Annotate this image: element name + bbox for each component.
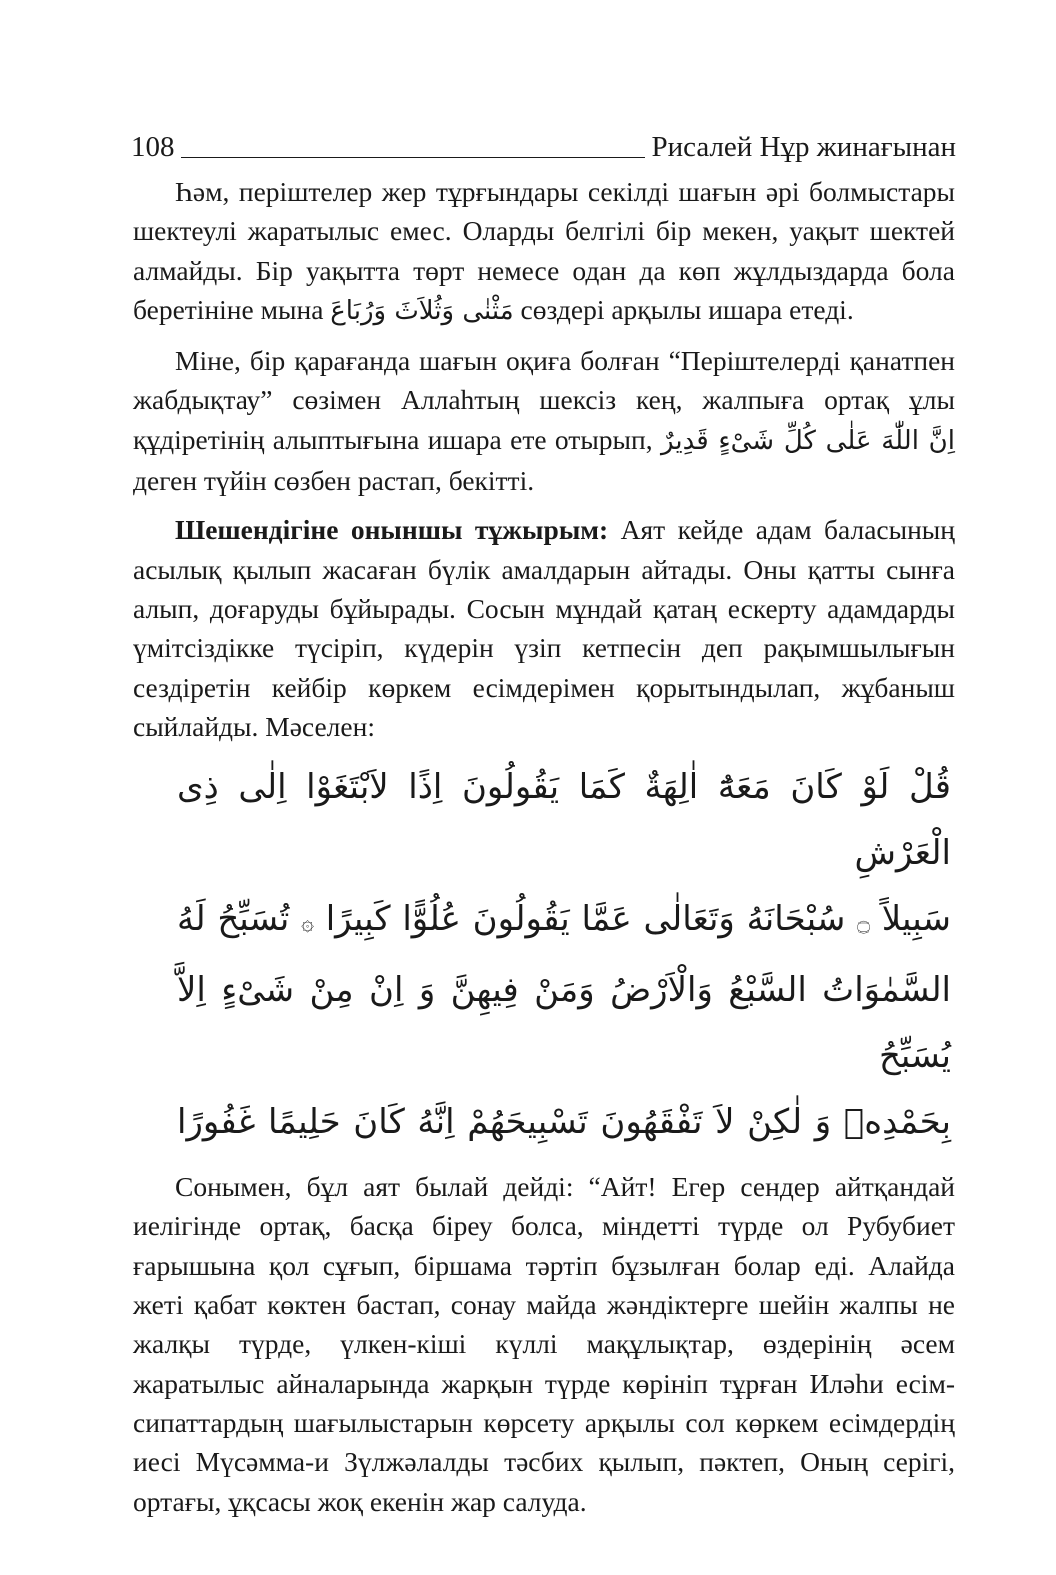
paragraph-1-text: Һәм, періштелер жер тұрғындары секілді шағын әрі болмыстары шектеулі жаратылыс емес. Оларды белгілі бір мекен, уақыт шектей алмайды. Бір уақытта төрт немесе одан да көп жұлдыздарда бола беретініне мына xyxy=(133,176,955,325)
verse-line-3: السَّمٰوَاتُ السَّبْعُ وَالْاَرْضُ وَمَنْ فِيهِنَّ وَ اِنْ مِنْ شَىْءٍ اِلاَّ يُسَبِّحُ xyxy=(177,970,951,1077)
quran-verse-block xyxy=(133,754,955,1155)
paragraph-3 xyxy=(133,510,955,746)
header-rule xyxy=(181,157,646,158)
page-body xyxy=(133,172,955,1521)
verse-line-2 xyxy=(177,886,951,957)
book-title: Рисалей Нұр жинағынан xyxy=(651,131,956,163)
paragraph-2 xyxy=(133,341,955,500)
paragraph-4-text: Сонымен, бұл аят былай дейді: “Айт! Егер сендер айтқандай иелігінде ортақ, басқа біреу болса, міндетті түрде ол Рубубиет ғарышына қол сұғып, біршама тәртіп бұзылған болар еді. Алайда жеті қабат көктен бастап, сонау майда жәндіктерге шейін жалпы не жалқы түрде, үлкен-кіші күллі мақұлықтар, өздерінің әсем жаратылыс айналарында жарқын түрде көрініп тұрған Иләһи есім-сипаттардың шағылыстарын көрсету арқылы сол көркем есімдердің иесі Мүсәмма-и Зүлжәлалды тәсбих қылып, пәктеп, Оның серігі, ортағы, ұқсасы жоқ екенін жар салуда. xyxy=(133,1171,955,1517)
verse-line-1: قُلْ لَوْ كَانَ مَعَهُٓ اٰلِهَةٌ كَمَا يَقُولُونَ اِذًا لاَبْتَغَوْا اِلٰى ذِى الْعَرْشِ xyxy=(177,767,951,874)
arabic-inline-quote-2: اِنَّ اللّٰهَ عَلٰى كُلِّ شَىْءٍ قَدِيرٌ xyxy=(661,425,955,456)
paragraph-3-text: Аят кейде адам баласының асылық қылып жасаған бүлік амалдарын айтады. Оны қатты сынға алып, доғаруды бұйырады. Сосын мұндай қатаң ескерту адамдарды үмітсіздікке түсіріп, күдерін үзіп кетпесін деп рақымшылығын сездіретін кейбір көркем есімдерімен қорытындылап, жұбаныш сыйлайды. Мәселен: xyxy=(133,514,956,742)
running-header xyxy=(131,128,956,164)
verse-line-2-part-b: سُبْحَانَهُ وَتَعَالٰى عَمَّا يَقُولُونَ عُلُوًّا كَبِيرًا xyxy=(325,899,846,940)
paragraph-1 xyxy=(133,172,955,331)
verse-end-mark-icon: ۝ xyxy=(857,911,870,937)
verse-line-2-part-c: تُسَبِّحُ لَهُ xyxy=(177,899,290,940)
verse-line-4: بِحَمْدِهٖ وَ لٰكِنْ لاَ تَفْقَهُونَ تَسْبِيحَهُمْ اِنَّهُ كَانَ حَلِيمًا غَفُورًا xyxy=(177,1102,951,1143)
paragraph-4 xyxy=(133,1167,955,1521)
paragraph-1-text-end: сөздері арқылы ишара етеді. xyxy=(520,293,854,325)
page-number: 108 xyxy=(131,131,175,163)
paragraph-2-text-end: деген түйін сөзбен растап, бекітті. xyxy=(133,465,535,497)
verse-separator-star-icon: ۞ xyxy=(301,911,314,937)
verse-line-2-part-a: سَبِيلاً xyxy=(881,899,951,940)
arabic-inline-quote-1: مَثْنٰى وَثُلاَثَ وَرُبَاعَ xyxy=(330,295,514,326)
section-heading: Шешендігіне оныншы тұжырым: xyxy=(175,514,609,546)
paragraph-2-text: Міне, бір қарағанда шағын оқиға болған “Періштелерді қанатпен жабдықтау” сөзімен Аллаһтың шексіз кең, жалпыға ортақ ұлы құдіретінің алыптығына ишара ете отырып, xyxy=(133,345,955,455)
